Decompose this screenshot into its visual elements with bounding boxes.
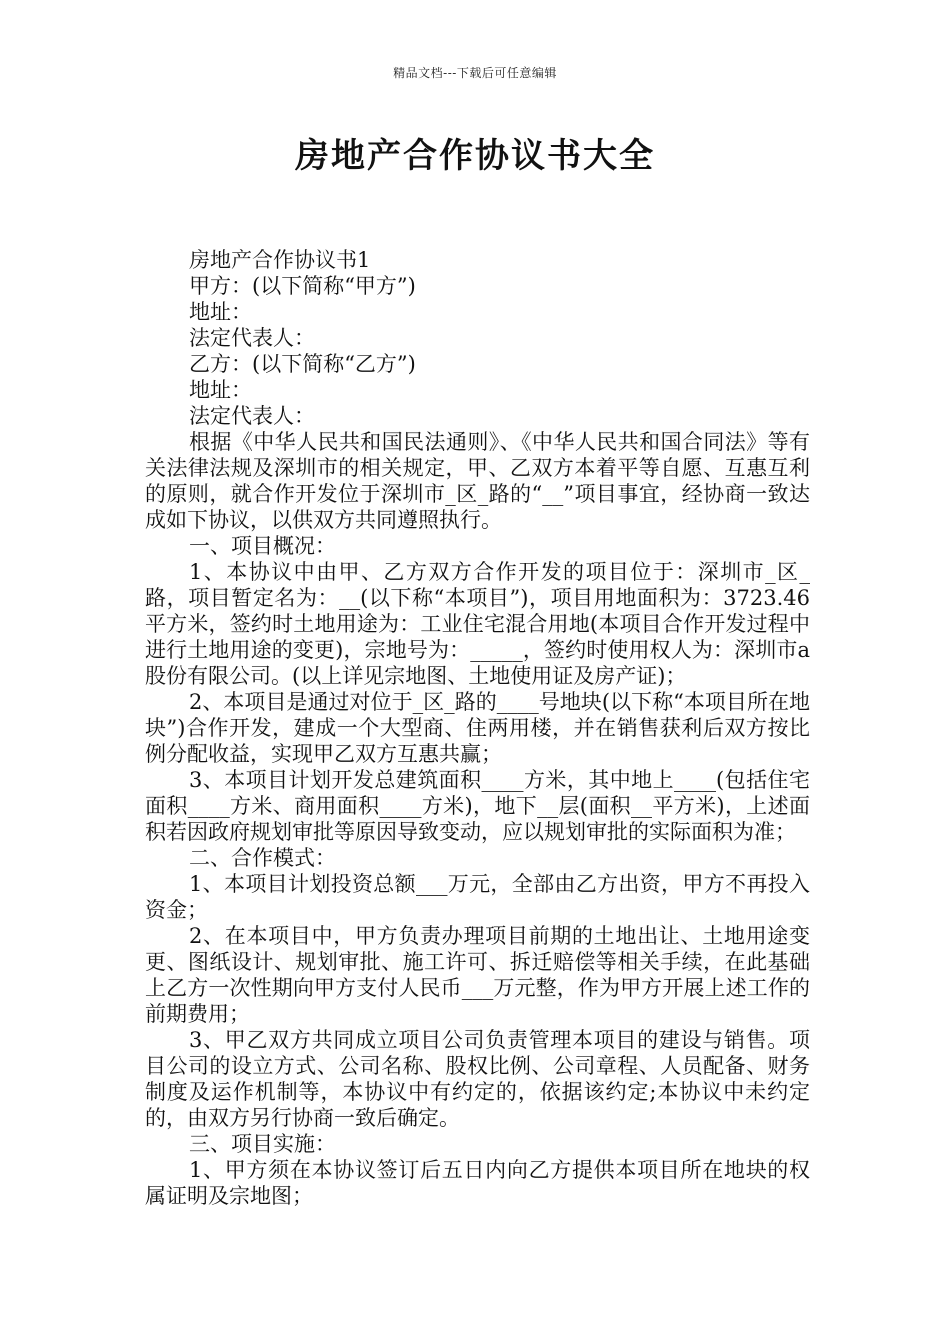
section-heading-3: 三、项目实施：: [189, 1132, 336, 1156]
clause-3-1: 1、甲方须在本协议签订后五日内向乙方提供本项目所在地块的权属证明及宗地图；: [145, 1158, 810, 1208]
party-b-address: 地址：: [189, 378, 252, 402]
party-a-representative: 法定代表人：: [189, 326, 315, 350]
party-a-address: 地址：: [189, 300, 252, 324]
clause-2-3: 3、甲乙双方共同成立项目公司负责管理本项目的建设与销售。项目公司的设立方式、公司名称、股权比例、公司章程、人员配备、财务制度及运作机制等，本协议中有约定的，依据该约定;本协议中未约定的，由双方另行协商一致后确定。: [145, 1028, 810, 1130]
agreement-heading: 房地产合作协议书1: [189, 248, 371, 272]
party-b-representative: 法定代表人：: [189, 404, 315, 428]
section-heading-2: 二、合作模式：: [189, 846, 336, 870]
clause-2-1: 1、本项目计划投资总额___万元，全部由乙方出资，甲方不再投入资金；: [145, 872, 810, 922]
document-title: 房地产合作协议书大全: [295, 136, 655, 176]
clause-1-3: 3、本项目计划开发总建筑面积____方米，其中地上____(包括住宅面积____方米、商用面积____方米)，地下__层(面积__平方米)，上述面积若因政府规划审批等原因导致变动，应以规划审批的实际面积为准；: [145, 768, 810, 844]
header-note: 精品文档---下载后可任意编辑: [393, 66, 557, 80]
document-body: [145, 247, 810, 1209]
clause-2-2: 2、在本项目中，甲方负责办理项目前期的土地出让、土地用途变更、图纸设计、规划审批、施工许可、拆迁赔偿等相关手续，在此基础上乙方一次性期向甲方支付人民币___万元整，作为甲方开展上述工作的前期费用；: [145, 924, 810, 1026]
party-a-line: 甲方：(以下简称“甲方”): [189, 274, 416, 298]
section-heading-1: 一、项目概况：: [189, 534, 336, 558]
clause-1-2: 2、本项目是通过对位于_区_路的____号地块(以下称“本项目所在地块”)合作开发，建成一个大型商、住两用楼，并在销售获利后双方按比例分配收益，实现甲乙双方互惠共赢；: [145, 690, 810, 766]
party-b-line: 乙方：(以下简称“乙方”): [189, 352, 416, 376]
clause-1-1: 1、本协议中由甲、乙方双方合作开发的项目位于：深圳市_区_路，项目暂定名为：__(以下称“本项目”)，项目用地面积为：3723.46平方米，签约时土地用途为：工业住宅混合用地(本项目合作开发过程中进行土地用途的变更)，宗地号为：_____，签约时使用权人为：深圳市a股份有限公司。(以上详见宗地图、土地使用证及房产证)；: [145, 560, 810, 688]
preamble-paragraph: 根据《中华人民共和国民法通则》、《中华人民共和国合同法》等有关法律法规及深圳市的相关规定，甲、乙双方本着平等自愿、互惠互利的原则，就合作开发位于深圳市_区_路的“__”项目事宜，经协商一致达成如下协议，以供双方共同遵照执行。: [145, 430, 810, 532]
